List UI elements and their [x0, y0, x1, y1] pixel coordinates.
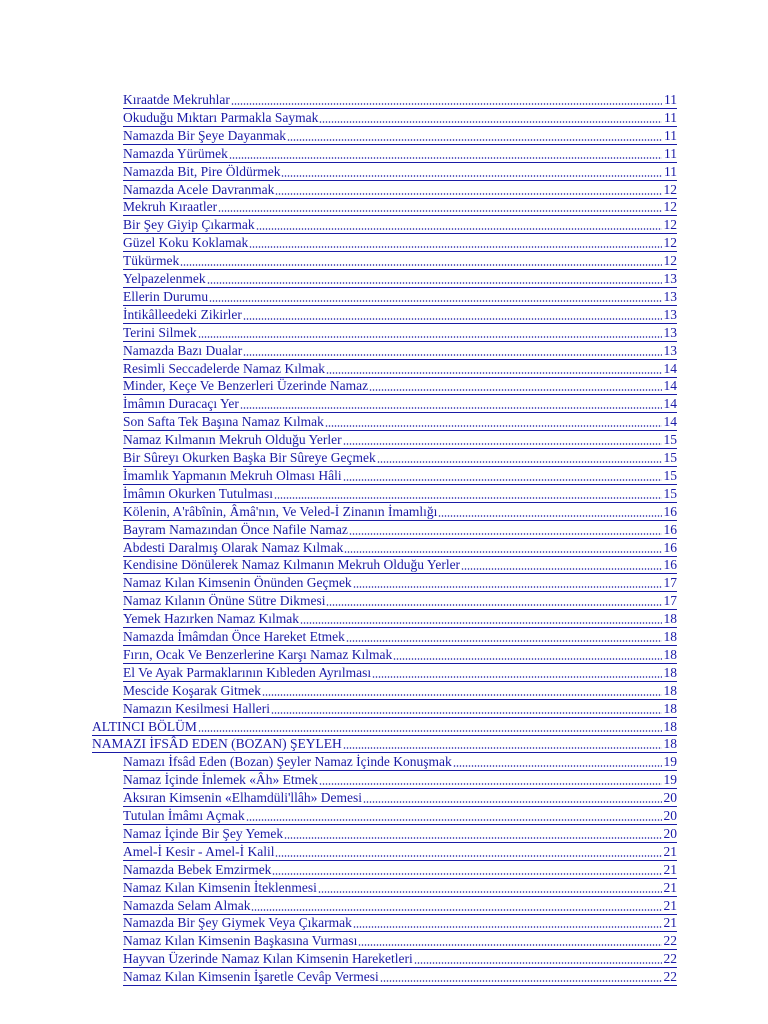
toc-entry[interactable] [123, 897, 677, 915]
toc-entry-page-number: 17 [663, 575, 677, 591]
toc-entry-page-number: 14 [663, 360, 677, 376]
toc-entry-title: Namaz İçinde İnlemek «Âh» Etmek [123, 772, 318, 788]
dot-leader [231, 103, 662, 105]
toc-entry-page-number: 21 [663, 843, 677, 859]
toc-entry-title: İmamlık Yapmanın Mekruh Olması Hâli [123, 467, 342, 483]
toc-entry-page-number: 19 [663, 772, 677, 788]
toc-entry-page-number: 21 [663, 879, 677, 895]
toc-entry-title: Namazda Bir Şey Giymek Veya Çıkarmak [123, 915, 352, 931]
toc-entry-page-number: 21 [663, 915, 677, 931]
dot-leader [284, 837, 662, 839]
toc-entry-title: Kıraatde Mekruhlar [123, 92, 230, 107]
toc-entry-page-number: 18 [663, 736, 677, 752]
toc-entry-title: Terini Silmek [123, 324, 197, 340]
toc-entry-page-number: 12 [663, 181, 677, 197]
toc-entry-title: Namazda Bebek Emzirmek [123, 861, 272, 877]
toc-entry-page-number: 16 [663, 503, 677, 519]
dot-leader [353, 586, 662, 588]
toc-entry[interactable] [123, 395, 677, 413]
dot-leader [369, 389, 662, 391]
toc-entry-title: Namaz Kılan Kimsenin Başkasına Vurması [123, 933, 358, 949]
dot-leader [343, 479, 662, 481]
dot-leader [246, 819, 662, 821]
toc-entry[interactable] [123, 574, 677, 592]
toc-entry[interactable] [123, 109, 677, 127]
toc-entry-page-number: 12 [663, 235, 677, 251]
toc-entry[interactable] [123, 610, 677, 628]
dot-leader [319, 783, 662, 785]
dot-leader [243, 318, 662, 320]
toc-entry-title: Tükürmek [123, 253, 180, 269]
toc-entry-page-number: 22 [663, 951, 677, 967]
dot-leader [414, 962, 662, 964]
toc-entry-page-number: 21 [663, 861, 677, 877]
toc-entry-title: Okuduğu Mıktarı Parmakla Saymak [123, 109, 319, 125]
dot-leader [275, 193, 662, 195]
toc-entry-title: Namazda Bazı Dualar [123, 342, 243, 358]
toc-entry-page-number: 16 [663, 539, 677, 555]
dot-leader [180, 264, 662, 266]
dot-leader [343, 443, 662, 445]
dot-leader [218, 210, 662, 212]
dot-leader [262, 694, 662, 696]
toc-entry-title: Namazın Kesilmesi Halleri [123, 700, 270, 716]
dot-leader [198, 336, 662, 338]
toc-entry-title: Abdesti Daralmış Olarak Namaz Kılmak [123, 539, 344, 555]
toc-entry-title: Namaz Kılan Kimsenin İşaretle Cevâp Vermesi [123, 969, 379, 985]
dot-leader [326, 372, 662, 374]
toc-entry-title: Namaz Kılmanın Mekruh Olduğu Yerler [123, 432, 342, 448]
dot-leader [256, 228, 662, 230]
toc-entry[interactable] [123, 163, 677, 181]
toc-entry[interactable] [123, 664, 677, 682]
toc-entry-page-number: 15 [663, 485, 677, 501]
dot-leader [438, 515, 662, 517]
toc-entry[interactable] [123, 198, 677, 216]
toc-entry-title: Namaz İçinde Bir Şey Yemek [123, 825, 284, 841]
toc-entry-title: Namazda Selam Almak [123, 897, 251, 913]
toc-entry[interactable] [123, 181, 677, 199]
dot-leader [272, 873, 662, 875]
toc-entry-page-number: 12 [663, 199, 677, 215]
toc-entry[interactable] [123, 950, 677, 968]
dot-leader [326, 604, 662, 606]
toc-entry[interactable] [123, 879, 677, 897]
toc-entry-title: Ellerin Durumu [123, 288, 209, 304]
dot-leader [344, 551, 662, 553]
dot-leader [353, 926, 662, 928]
toc-entry-title: Kölenin, A'râbînin, Âmâ'nın, Ve Veled-İ Zinanın İmamlığı [123, 503, 438, 519]
toc-entry[interactable] [123, 342, 677, 360]
dot-leader [461, 568, 662, 570]
toc-entry[interactable] [123, 628, 677, 646]
toc-entry-page-number: 20 [663, 808, 677, 823]
toc-entry[interactable] [123, 556, 677, 574]
toc-entry[interactable] [123, 127, 677, 145]
dot-leader [325, 425, 662, 427]
toc-entry[interactable] [123, 807, 677, 825]
dot-leader [358, 944, 662, 946]
toc-entry-title: Namazda Bit, Pire Öldürmek [123, 163, 281, 179]
toc-entry[interactable] [123, 539, 677, 557]
toc-entry-title: İntikâlleedeki Zikirler [123, 306, 242, 322]
toc-entry-title: Bir Sûreyı Okurken Başka Bir Sûreye Geçmek [123, 450, 376, 465]
toc-entry-page-number: 22 [663, 933, 677, 949]
dot-leader [319, 121, 662, 123]
toc-entry-title: Aksıran Kimsenin «Elhamdüli'llâh» Demesi [123, 790, 363, 806]
toc-entry-page-number: 11 [664, 92, 677, 107]
toc-entry-page-number: 18 [663, 646, 677, 662]
toc-entry[interactable] [123, 646, 677, 664]
toc-entry-page-number: 13 [663, 306, 677, 322]
toc-entry-page-number: 19 [663, 754, 677, 770]
dot-leader [274, 497, 662, 499]
toc-entry-page-number: 16 [663, 557, 677, 573]
toc-entry[interactable] [123, 270, 677, 288]
toc-entry[interactable] [123, 467, 677, 485]
toc-entry-page-number: 13 [663, 342, 677, 358]
dot-leader [380, 980, 662, 982]
toc-entry[interactable] [123, 700, 677, 718]
toc-entry-page-number: 15 [663, 432, 677, 448]
toc-entry[interactable] [123, 360, 677, 378]
dot-leader [377, 461, 662, 463]
toc-entry-title: Yelpazelenmek [123, 271, 206, 286]
toc-entry[interactable] [123, 968, 677, 986]
toc-entry-page-number: 12 [663, 253, 677, 269]
toc-entry[interactable] [123, 216, 677, 234]
toc-entry[interactable] [123, 825, 677, 843]
toc-entry-title: Namaz Kılan Kimsenin Önünden Geçmek [123, 575, 352, 591]
toc-entry-page-number: 22 [663, 969, 677, 985]
dot-leader [287, 139, 662, 141]
toc-entry[interactable] [123, 91, 677, 109]
toc-entry-page-number: 18 [663, 718, 677, 734]
toc-entry-title: Bayram Namazından Önce Nafile Namaz [123, 521, 348, 537]
toc-entry-title: Namazı İfsâd Eden (Bozan) Şeyler Namaz İçinde Konuşmak [123, 754, 452, 770]
toc-entry-page-number: 14 [663, 378, 677, 394]
toc-entry[interactable] [123, 789, 677, 807]
dot-leader [243, 354, 662, 356]
toc-entry[interactable] [123, 843, 677, 861]
toc-entry-title: Resimli Seccadelerde Namaz Kılmak [123, 360, 326, 376]
toc-entry[interactable] [123, 145, 677, 163]
toc-entry-title: Namazda Acele Davranmak [123, 181, 275, 197]
dot-leader [343, 747, 662, 749]
toc-entry[interactable] [123, 503, 677, 521]
toc-entry-title: İmâmın Duracaçı Yer [123, 396, 239, 412]
toc-entry-title: Namazda Yürümek [123, 145, 228, 161]
toc-entry-title: Minder, Keçe Ve Benzerleri Üzerinde Namaz [123, 378, 369, 394]
toc-entry-title: El Ve Ayak Parmaklarının Kıbleden Ayrılması [123, 664, 372, 680]
toc-entry[interactable] [123, 234, 677, 252]
toc-entry-page-number: 14 [663, 414, 677, 430]
toc-entry[interactable] [123, 306, 677, 324]
toc-entry[interactable] [123, 377, 677, 395]
toc-entry-page-number: 11 [664, 109, 677, 125]
toc-entry[interactable] [123, 521, 677, 539]
dot-leader [300, 622, 662, 624]
toc-entry-title: Mekruh Kıraatler [123, 199, 218, 215]
toc-entry-page-number: 20 [663, 790, 677, 806]
dot-leader [318, 891, 662, 893]
toc-entry-title: Bir Şey Giyip Çıkarmak [123, 217, 255, 233]
dot-leader [249, 246, 662, 248]
toc-entry[interactable] [123, 861, 677, 879]
toc-entry-title: Namaz Kılan Kimsenin İteklenmesi [123, 879, 317, 895]
toc-entry-page-number: 11 [664, 145, 677, 161]
dot-leader [229, 157, 662, 159]
dot-leader [251, 909, 662, 911]
toc-entry[interactable] [123, 932, 677, 950]
toc-entry-title: Yemek Hazırken Namaz Kılmak [123, 611, 299, 627]
toc-entry-page-number: 18 [663, 611, 677, 627]
toc-entry-title: ALTINCI BÖLÜM [92, 718, 197, 734]
toc-entry-title: Namazda İmâmdan Önce Hareket Etmek [123, 629, 345, 644]
dot-leader [271, 712, 662, 714]
toc-entry-page-number: 15 [663, 467, 677, 483]
dot-leader [240, 407, 662, 409]
toc-entry-page-number: 13 [663, 271, 677, 286]
toc-entry-page-number: 16 [663, 521, 677, 537]
toc-entry-page-number: 21 [663, 897, 677, 913]
toc-entry-page-number: 20 [663, 825, 677, 841]
toc-entry[interactable] [123, 771, 677, 789]
toc-entry-title: Fırın, Ocak Ve Benzerlerine Karşı Namaz Kılmak [123, 646, 393, 662]
dot-leader [363, 801, 662, 803]
toc-entry-page-number: 18 [663, 629, 677, 644]
dot-leader [453, 765, 662, 767]
dot-leader [346, 640, 662, 642]
dot-leader [209, 300, 662, 302]
toc-entry[interactable] [123, 288, 677, 306]
toc-entry[interactable] [92, 735, 677, 753]
dot-leader [372, 676, 662, 678]
toc-entry-title: Tutulan İmâmı Açmak [123, 808, 245, 823]
toc-entry-page-number: 13 [663, 324, 677, 340]
toc-entry-page-number: 18 [663, 682, 677, 698]
dot-leader [207, 282, 662, 284]
toc-entry-title: Güzel Koku Koklamak [123, 235, 249, 251]
toc-entry-page-number: 11 [664, 127, 677, 143]
toc-entry-title: Mescide Koşarak Gitmek [123, 682, 261, 698]
toc-entry-title: Amel-İ Kesir - Amel-İ Kalil [123, 843, 275, 859]
toc-entry-page-number: 18 [663, 700, 677, 716]
toc-entry[interactable] [123, 592, 677, 610]
toc-entry-title: Namazda Bir Şeye Dayanmak [123, 127, 287, 143]
toc-entry[interactable] [123, 682, 677, 700]
toc-entry-title: Kendisine Dönülerek Namaz Kılmanın Mekruh Olduğu Yerler [123, 557, 461, 573]
toc-entry-title: Hayvan Üzerinde Namaz Kılan Kimsenin Hareketleri [123, 951, 413, 967]
dot-leader [275, 855, 662, 857]
toc-entry[interactable] [123, 413, 677, 431]
toc-entry-page-number: 18 [663, 664, 677, 680]
dot-leader [349, 533, 662, 535]
toc-entry[interactable] [123, 431, 677, 449]
toc-entry-title: Namaz Kılanın Önüne Sütre Dikmesi [123, 593, 326, 609]
toc-entry-title: NAMAZI İFSÂD EDEN (BOZAN) ŞEYLEH [92, 736, 342, 752]
dot-leader [198, 730, 662, 732]
toc-entry[interactable] [92, 718, 677, 736]
toc-entry[interactable] [123, 252, 677, 270]
toc-entry[interactable] [123, 914, 677, 932]
toc-entry[interactable] [123, 485, 677, 503]
dot-leader [393, 658, 662, 660]
toc-entry-title: Son Safta Tek Başına Namaz Kılmak [123, 414, 324, 430]
toc-entry[interactable] [123, 449, 677, 467]
toc-entry[interactable] [123, 753, 677, 771]
toc-entry-page-number: 14 [663, 396, 677, 412]
toc-entry-page-number: 13 [663, 288, 677, 304]
toc-entry-page-number: 17 [663, 593, 677, 609]
dot-leader [281, 175, 662, 177]
toc-entry[interactable] [123, 324, 677, 342]
toc-entry-title: İmâmın Okurken Tutulması [123, 485, 274, 501]
toc-entry-page-number: 12 [663, 217, 677, 233]
toc-entry-page-number: 11 [664, 163, 677, 179]
toc-entry-page-number: 15 [663, 450, 677, 465]
